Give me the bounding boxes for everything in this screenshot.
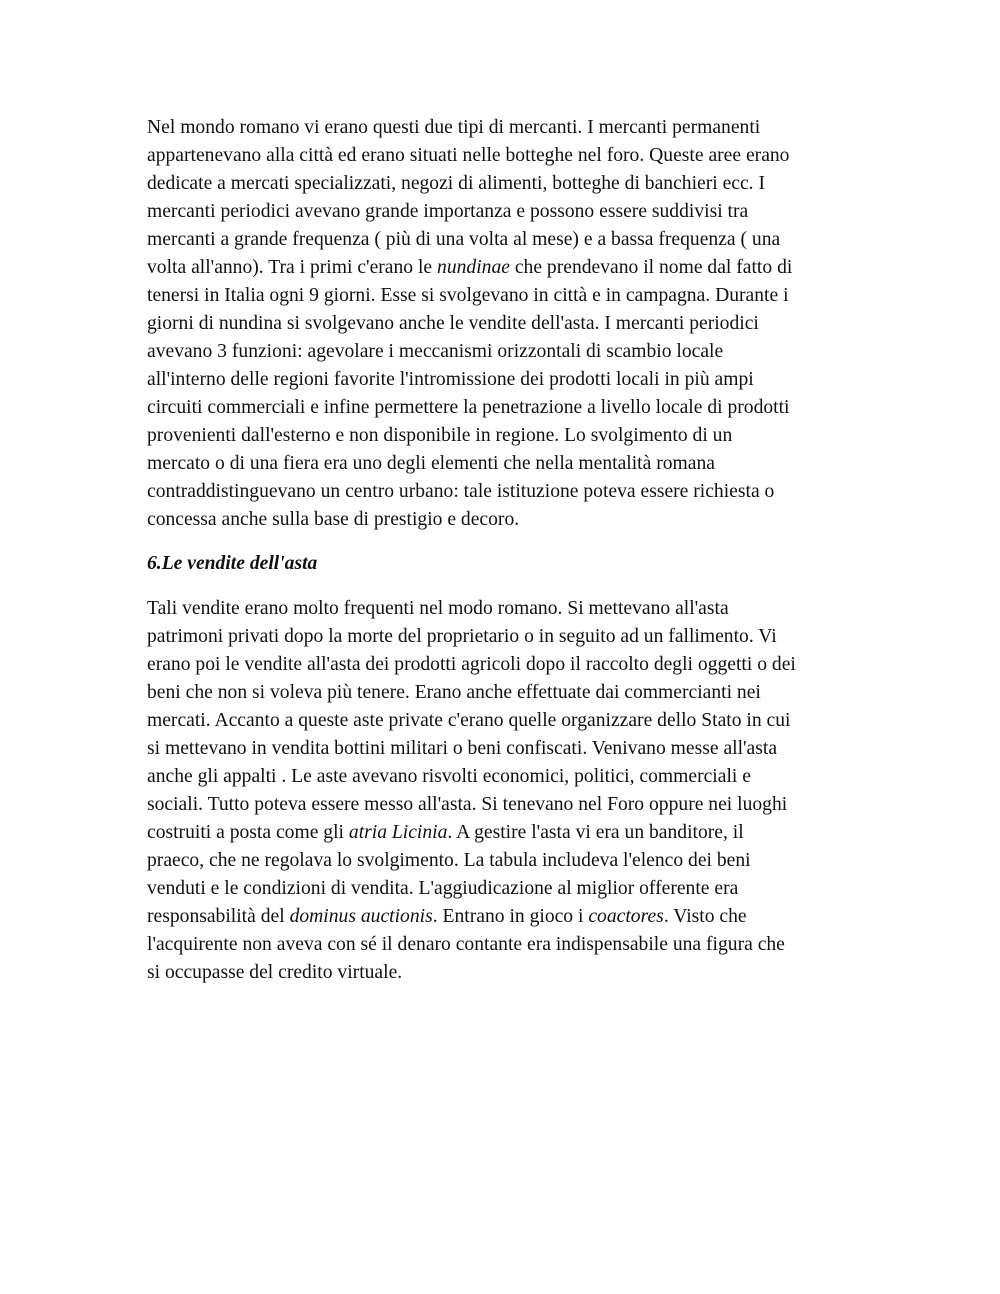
- text-line: si mettevano in vendita bottini militari o beni confiscati. Venivano messe all'asta: [147, 738, 778, 759]
- text-line: provenienti dall'esterno e non disponibile in regione. Lo svolgimento di un: [147, 425, 733, 446]
- text-line: si occupasse del credito virtuale.: [147, 962, 403, 983]
- text-line: anche gli appalti . Le aste avevano risvolti economici, politici, commerciali e: [147, 766, 751, 787]
- text-line: circuiti commerciali e infine permettere la penetrazione a livello locale di prodotti: [147, 397, 790, 418]
- paragraph-auctions: [147, 595, 853, 987]
- text-line: mercati. Accanto a queste aste private c'erano quelle organizzare dello Stato in cui: [147, 710, 791, 731]
- text-line: giorni di nundina si svolgevano anche le vendite dell'asta. I mercanti periodici: [147, 313, 759, 334]
- text-line: venduti e le condizioni di vendita. L'aggiudicazione al miglior offerente era: [147, 878, 739, 899]
- text-line: erano poi le vendite all'asta dei prodotti agricoli dopo il raccolto degli oggetti o dei: [147, 654, 796, 675]
- text-line: mercato o di una fiera era uno degli elementi che nella mentalità romana: [147, 453, 715, 474]
- text-line: sociali. Tutto poteva essere messo all'asta. Si tenevano nel Foro oppure nei luoghi: [147, 794, 788, 815]
- text-line: costruiti a posta come gli atria Licinia. A gestire l'asta vi era un banditore, il: [147, 822, 744, 843]
- text-line: responsabilità del dominus auctionis. Entrano in gioco i coactores. Visto che: [147, 906, 747, 927]
- section-heading: 6.Le vendite dell'asta: [147, 553, 318, 574]
- text-line: praeco, che ne regolava lo svolgimento. La tabula includeva l'elenco dei beni: [147, 850, 751, 871]
- text-line: volta all'anno). Tra i primi c'erano le nundinae che prendevano il nome dal fatto di: [147, 257, 793, 278]
- text-line: mercanti a grande frequenza ( più di una volta al mese) e a bassa frequenza ( una: [147, 229, 781, 250]
- text-line: Nel mondo romano vi erano questi due tipi di mercanti. I mercanti permanenti: [147, 117, 761, 138]
- text-line: avevano 3 funzioni: agevolare i meccanismi orizzontali di scambio locale: [147, 341, 724, 362]
- text-line: patrimoni privati dopo la morte del proprietario o in seguito ad un fallimento. Vi: [147, 626, 777, 647]
- text-line: tenersi in Italia ogni 9 giorni. Esse si svolgevano in città e in campagna. Durante i: [147, 285, 789, 306]
- text-line: beni che non si voleva più tenere. Erano anche effettuate dai commercianti nei: [147, 682, 761, 703]
- document-body: [147, 114, 853, 987]
- italic-term: atria Licinia: [348, 822, 448, 843]
- text-line: dedicate a mercati specializzati, negozi di alimenti, botteghe di banchieri ecc. I: [147, 173, 765, 194]
- text-line: contraddistinguevano un centro urbano: tale istituzione poteva essere richiesta o: [147, 481, 775, 502]
- text-line: appartenevano alla città ed erano situati nelle botteghe nel foro. Queste aree erano: [147, 145, 790, 166]
- italic-term: nundinae: [437, 257, 510, 278]
- paragraph-markets: [147, 114, 853, 534]
- italic-term: dominus auctionis: [289, 906, 433, 927]
- text-line: Tali vendite erano molto frequenti nel modo romano. Si mettevano all'asta: [147, 598, 729, 619]
- text-line: concessa anche sulla base di prestigio e decoro.: [147, 509, 520, 530]
- italic-term: coactores: [588, 906, 664, 927]
- text-line: mercanti periodici avevano grande importanza e possono essere suddivisi tra: [147, 201, 749, 222]
- text-line: all'interno delle regioni favorite l'intromissione dei prodotti locali in più ampi: [147, 369, 754, 390]
- text-line: l'acquirente non aveva con sé il denaro contante era indispensabile una figura che: [147, 934, 785, 955]
